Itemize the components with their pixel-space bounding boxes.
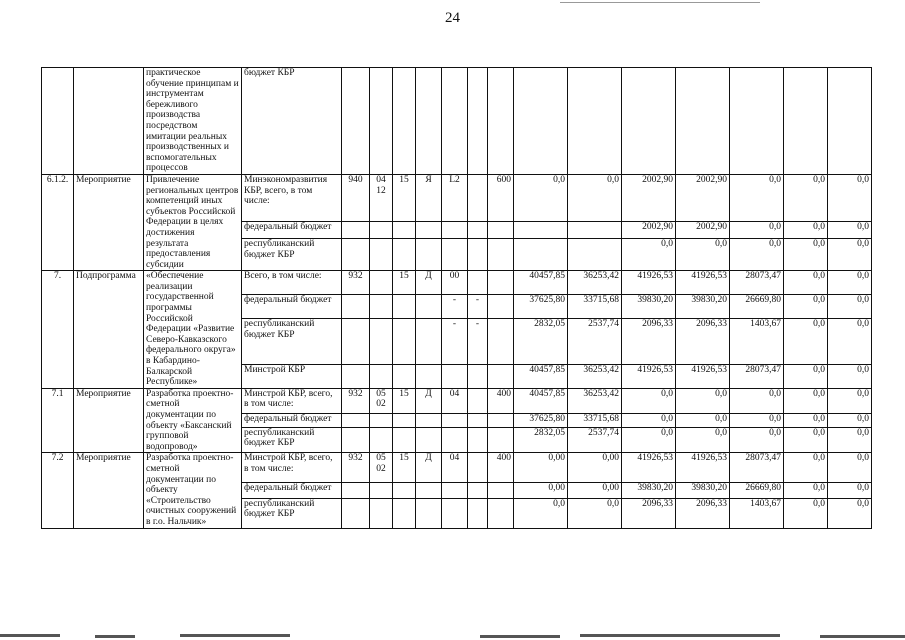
value-cell: 37625,80 xyxy=(514,295,568,319)
item-name-cell: Привлечение региональных центров компетенций иных субъектов Российской Федерации в целях достижения результата предоставления субсидии xyxy=(144,174,242,270)
value-cell: - xyxy=(468,319,488,365)
funding-source-cell: Минстрой КБР xyxy=(242,364,342,388)
value-cell: 0,0 xyxy=(828,483,872,499)
value-cell: 2096,33 xyxy=(622,319,676,365)
value-cell xyxy=(416,498,442,528)
value-cell xyxy=(393,295,416,319)
value-cell: 0,0 xyxy=(784,271,828,295)
value-cell xyxy=(468,271,488,295)
value-cell xyxy=(468,453,488,483)
value-cell: 0,0 xyxy=(622,414,676,427)
item-number-cell: 7.2 xyxy=(42,453,74,528)
value-cell: 41926,53 xyxy=(622,364,676,388)
value-cell: 2096,33 xyxy=(676,498,730,528)
value-cell: - xyxy=(468,295,488,319)
value-cell: 05 02 xyxy=(370,388,393,414)
value-cell xyxy=(442,239,468,271)
value-cell: 04 xyxy=(442,388,468,414)
value-cell: 0,0 xyxy=(784,483,828,499)
value-cell xyxy=(393,364,416,388)
value-cell xyxy=(468,483,488,499)
value-cell: 0,0 xyxy=(828,222,872,239)
value-cell xyxy=(342,239,370,271)
value-cell xyxy=(370,295,393,319)
value-cell: 2096,33 xyxy=(676,319,730,365)
value-cell: 0,0 xyxy=(828,453,872,483)
value-cell: 39830,20 xyxy=(676,295,730,319)
value-cell: 0,0 xyxy=(514,174,568,221)
scan-artifact xyxy=(580,634,780,637)
item-type-cell: Мероприятие xyxy=(74,388,144,453)
value-cell xyxy=(416,222,442,239)
value-cell: 1403,67 xyxy=(730,498,784,528)
value-cell: 39830,20 xyxy=(676,483,730,499)
value-cell: 2537,74 xyxy=(568,319,622,365)
value-cell xyxy=(370,68,393,175)
value-cell xyxy=(468,498,488,528)
value-cell xyxy=(442,364,468,388)
value-cell xyxy=(784,68,828,175)
item-number-cell xyxy=(42,68,74,175)
funding-source-cell: республиканский бюджет КБР xyxy=(242,427,342,453)
value-cell xyxy=(393,498,416,528)
value-cell xyxy=(416,414,442,427)
value-cell xyxy=(514,68,568,175)
value-cell: 0,0 xyxy=(784,453,828,483)
table-row xyxy=(42,271,872,295)
funding-source-cell: Всего, в том числе: xyxy=(242,271,342,295)
value-cell xyxy=(730,68,784,175)
item-number-cell: 6.1.2. xyxy=(42,174,74,270)
value-cell xyxy=(442,68,468,175)
value-cell xyxy=(468,222,488,239)
value-cell xyxy=(442,498,468,528)
value-cell: 0,0 xyxy=(828,388,872,414)
funding-source-cell: федеральный бюджет xyxy=(242,295,342,319)
value-cell xyxy=(342,483,370,499)
value-cell: 37625,80 xyxy=(514,414,568,427)
scan-artifact xyxy=(0,634,60,637)
value-cell: 1403,67 xyxy=(730,319,784,365)
value-cell: 0,0 xyxy=(622,427,676,453)
value-cell: 0,0 xyxy=(784,414,828,427)
value-cell: 0,00 xyxy=(514,453,568,483)
item-type-cell: Подпрограмма xyxy=(74,271,144,389)
value-cell xyxy=(488,483,514,499)
value-cell: 0,0 xyxy=(784,364,828,388)
value-cell xyxy=(342,319,370,365)
funding-source-cell: федеральный бюджет xyxy=(242,483,342,499)
value-cell xyxy=(488,68,514,175)
item-name-cell: Разработка проектно-сметной документации по объекту «Баксанский групповой водопровод» xyxy=(144,388,242,453)
value-cell xyxy=(342,498,370,528)
value-cell: 04 12 xyxy=(370,174,393,221)
value-cell: 2832,05 xyxy=(514,319,568,365)
value-cell xyxy=(416,364,442,388)
scan-artifact xyxy=(95,635,135,638)
value-cell: 932 xyxy=(342,271,370,295)
value-cell: 2537,74 xyxy=(568,427,622,453)
value-cell xyxy=(468,239,488,271)
value-cell: Д xyxy=(416,453,442,483)
funding-source-cell: республиканский бюджет КБР xyxy=(242,319,342,365)
value-cell: - xyxy=(442,295,468,319)
value-cell xyxy=(370,483,393,499)
value-cell: 40457,85 xyxy=(514,364,568,388)
value-cell: 40457,85 xyxy=(514,388,568,414)
item-name-cell: «Обеспечение реализации государственной программы Российской Федерации «Развитие Северо-Кавказского федерального округа» в Кабардино-Балкарской Республике» xyxy=(144,271,242,389)
table-row xyxy=(42,388,872,414)
value-cell: 0,0 xyxy=(676,414,730,427)
value-cell xyxy=(468,364,488,388)
value-cell: 36253,42 xyxy=(568,271,622,295)
value-cell: 28073,47 xyxy=(730,364,784,388)
value-cell: 0,0 xyxy=(514,498,568,528)
value-cell: 0,00 xyxy=(568,453,622,483)
value-cell: 0,0 xyxy=(828,319,872,365)
value-cell: Я xyxy=(416,174,442,221)
value-cell xyxy=(342,364,370,388)
value-cell: 0,0 xyxy=(784,222,828,239)
value-cell xyxy=(514,239,568,271)
value-cell: 0,0 xyxy=(784,498,828,528)
value-cell: 0,0 xyxy=(784,319,828,365)
value-cell: 0,0 xyxy=(828,498,872,528)
scan-artifact xyxy=(820,635,905,638)
value-cell: 15 xyxy=(393,271,416,295)
item-name-cell: практическое обучение принципам и инструментам бережливого производства посредством имитации реальных производственных и вспомогательных процессов xyxy=(144,68,242,175)
item-type-cell xyxy=(74,68,144,175)
value-cell: 39830,20 xyxy=(622,295,676,319)
value-cell xyxy=(416,68,442,175)
value-cell xyxy=(416,319,442,365)
value-cell: 2002,90 xyxy=(676,222,730,239)
item-type-cell: Мероприятие xyxy=(74,453,144,528)
value-cell xyxy=(342,295,370,319)
value-cell: Д xyxy=(416,388,442,414)
value-cell: 0,0 xyxy=(828,174,872,221)
value-cell: 15 xyxy=(393,174,416,221)
value-cell: 41926,53 xyxy=(676,271,730,295)
value-cell: 2096,33 xyxy=(622,498,676,528)
value-cell: 400 xyxy=(488,388,514,414)
value-cell: 33715,68 xyxy=(568,414,622,427)
value-cell: 0,0 xyxy=(784,174,828,221)
value-cell xyxy=(370,319,393,365)
value-cell xyxy=(488,271,514,295)
value-cell: 0,0 xyxy=(828,271,872,295)
value-cell: 0,0 xyxy=(622,239,676,271)
value-cell xyxy=(488,498,514,528)
value-cell: 0,0 xyxy=(730,222,784,239)
value-cell xyxy=(370,498,393,528)
value-cell xyxy=(488,222,514,239)
value-cell xyxy=(488,427,514,453)
value-cell xyxy=(468,174,488,221)
funding-source-cell: Минэкономразвития КБР, всего, в том числе: xyxy=(242,174,342,221)
value-cell: 0,0 xyxy=(676,239,730,271)
value-cell xyxy=(416,427,442,453)
value-cell: 26669,80 xyxy=(730,295,784,319)
item-number-cell: 7.1 xyxy=(42,388,74,453)
value-cell xyxy=(488,364,514,388)
value-cell: 0,0 xyxy=(784,295,828,319)
funding-source-cell: федеральный бюджет xyxy=(242,414,342,427)
value-cell xyxy=(416,483,442,499)
budget-table xyxy=(41,67,872,529)
value-cell: 0,0 xyxy=(730,174,784,221)
value-cell xyxy=(393,239,416,271)
value-cell xyxy=(488,239,514,271)
funding-source-cell: бюджет КБР xyxy=(242,68,342,175)
value-cell xyxy=(393,319,416,365)
value-cell: 0,0 xyxy=(828,427,872,453)
value-cell: 33715,68 xyxy=(568,295,622,319)
value-cell: 41926,53 xyxy=(676,453,730,483)
table-row xyxy=(42,453,872,483)
value-cell: 28073,47 xyxy=(730,453,784,483)
value-cell: 05 02 xyxy=(370,453,393,483)
value-cell xyxy=(568,222,622,239)
value-cell: 0,0 xyxy=(828,364,872,388)
value-cell xyxy=(568,239,622,271)
value-cell xyxy=(488,319,514,365)
value-cell xyxy=(468,388,488,414)
value-cell xyxy=(393,427,416,453)
value-cell: 0,0 xyxy=(828,295,872,319)
value-cell: 41926,53 xyxy=(622,453,676,483)
value-cell xyxy=(342,414,370,427)
value-cell: 15 xyxy=(393,388,416,414)
value-cell xyxy=(393,483,416,499)
value-cell: 932 xyxy=(342,388,370,414)
value-cell xyxy=(568,68,622,175)
value-cell: 940 xyxy=(342,174,370,221)
value-cell: 0,0 xyxy=(568,498,622,528)
value-cell: 39830,20 xyxy=(622,483,676,499)
value-cell xyxy=(370,414,393,427)
value-cell xyxy=(370,427,393,453)
value-cell: 600 xyxy=(488,174,514,221)
funding-source-cell: Минстрой КБР, всего, в том числе: xyxy=(242,388,342,414)
value-cell xyxy=(416,239,442,271)
value-cell xyxy=(393,414,416,427)
value-cell xyxy=(514,222,568,239)
value-cell: 0,0 xyxy=(568,174,622,221)
value-cell: 2002,90 xyxy=(676,174,730,221)
page-number: 24 xyxy=(445,10,460,26)
value-cell xyxy=(342,427,370,453)
scan-artifact xyxy=(560,2,760,3)
item-number-cell: 7. xyxy=(42,271,74,389)
value-cell xyxy=(416,295,442,319)
value-cell: 0,0 xyxy=(730,239,784,271)
value-cell: 04 xyxy=(442,453,468,483)
value-cell: 36253,42 xyxy=(568,388,622,414)
value-cell: 2002,90 xyxy=(622,222,676,239)
value-cell: Д xyxy=(416,271,442,295)
value-cell xyxy=(442,483,468,499)
value-cell xyxy=(370,271,393,295)
table-row xyxy=(42,68,872,175)
value-cell: 0,0 xyxy=(784,427,828,453)
value-cell xyxy=(342,68,370,175)
value-cell: 2832,05 xyxy=(514,427,568,453)
funding-source-cell: республиканский бюджет КБР xyxy=(242,498,342,528)
value-cell: 15 xyxy=(393,453,416,483)
value-cell: 0,0 xyxy=(676,388,730,414)
value-cell: 36253,42 xyxy=(568,364,622,388)
value-cell xyxy=(488,295,514,319)
value-cell xyxy=(370,222,393,239)
value-cell xyxy=(442,222,468,239)
value-cell: 0,00 xyxy=(514,483,568,499)
value-cell: 00 xyxy=(442,271,468,295)
value-cell xyxy=(442,427,468,453)
value-cell: 41926,53 xyxy=(676,364,730,388)
value-cell: 28073,47 xyxy=(730,271,784,295)
value-cell xyxy=(488,414,514,427)
scan-artifact xyxy=(480,635,560,638)
value-cell xyxy=(468,68,488,175)
funding-source-cell: Минстрой КБР, всего, в том числе: xyxy=(242,453,342,483)
value-cell xyxy=(393,222,416,239)
funding-source-cell: республиканский бюджет КБР xyxy=(242,239,342,271)
value-cell: 0,0 xyxy=(828,414,872,427)
value-cell: 0,0 xyxy=(730,388,784,414)
value-cell: 0,0 xyxy=(784,388,828,414)
value-cell: 41926,53 xyxy=(622,271,676,295)
value-cell xyxy=(442,414,468,427)
scan-artifact xyxy=(180,634,290,637)
value-cell: 932 xyxy=(342,453,370,483)
item-name-cell: Разработка проектно-сметной документации по объекту «Строительство очистных сооружений в г.о. Нальчик» xyxy=(144,453,242,528)
value-cell xyxy=(370,239,393,271)
value-cell: 26669,80 xyxy=(730,483,784,499)
value-cell xyxy=(468,414,488,427)
value-cell xyxy=(370,364,393,388)
value-cell xyxy=(468,427,488,453)
value-cell: 400 xyxy=(488,453,514,483)
value-cell: - xyxy=(442,319,468,365)
value-cell: 0,0 xyxy=(676,427,730,453)
value-cell xyxy=(676,68,730,175)
value-cell: 0,0 xyxy=(730,427,784,453)
value-cell xyxy=(393,68,416,175)
value-cell xyxy=(342,222,370,239)
value-cell: 0,0 xyxy=(784,239,828,271)
value-cell xyxy=(828,68,872,175)
value-cell: 0,0 xyxy=(828,239,872,271)
value-cell: 0,0 xyxy=(622,388,676,414)
value-cell: L2 xyxy=(442,174,468,221)
value-cell xyxy=(622,68,676,175)
value-cell: 2002,90 xyxy=(622,174,676,221)
item-type-cell: Мероприятие xyxy=(74,174,144,270)
value-cell: 0,00 xyxy=(568,483,622,499)
table-row xyxy=(42,174,872,221)
funding-source-cell: федеральный бюджет xyxy=(242,222,342,239)
value-cell: 40457,85 xyxy=(514,271,568,295)
value-cell: 0,0 xyxy=(730,414,784,427)
